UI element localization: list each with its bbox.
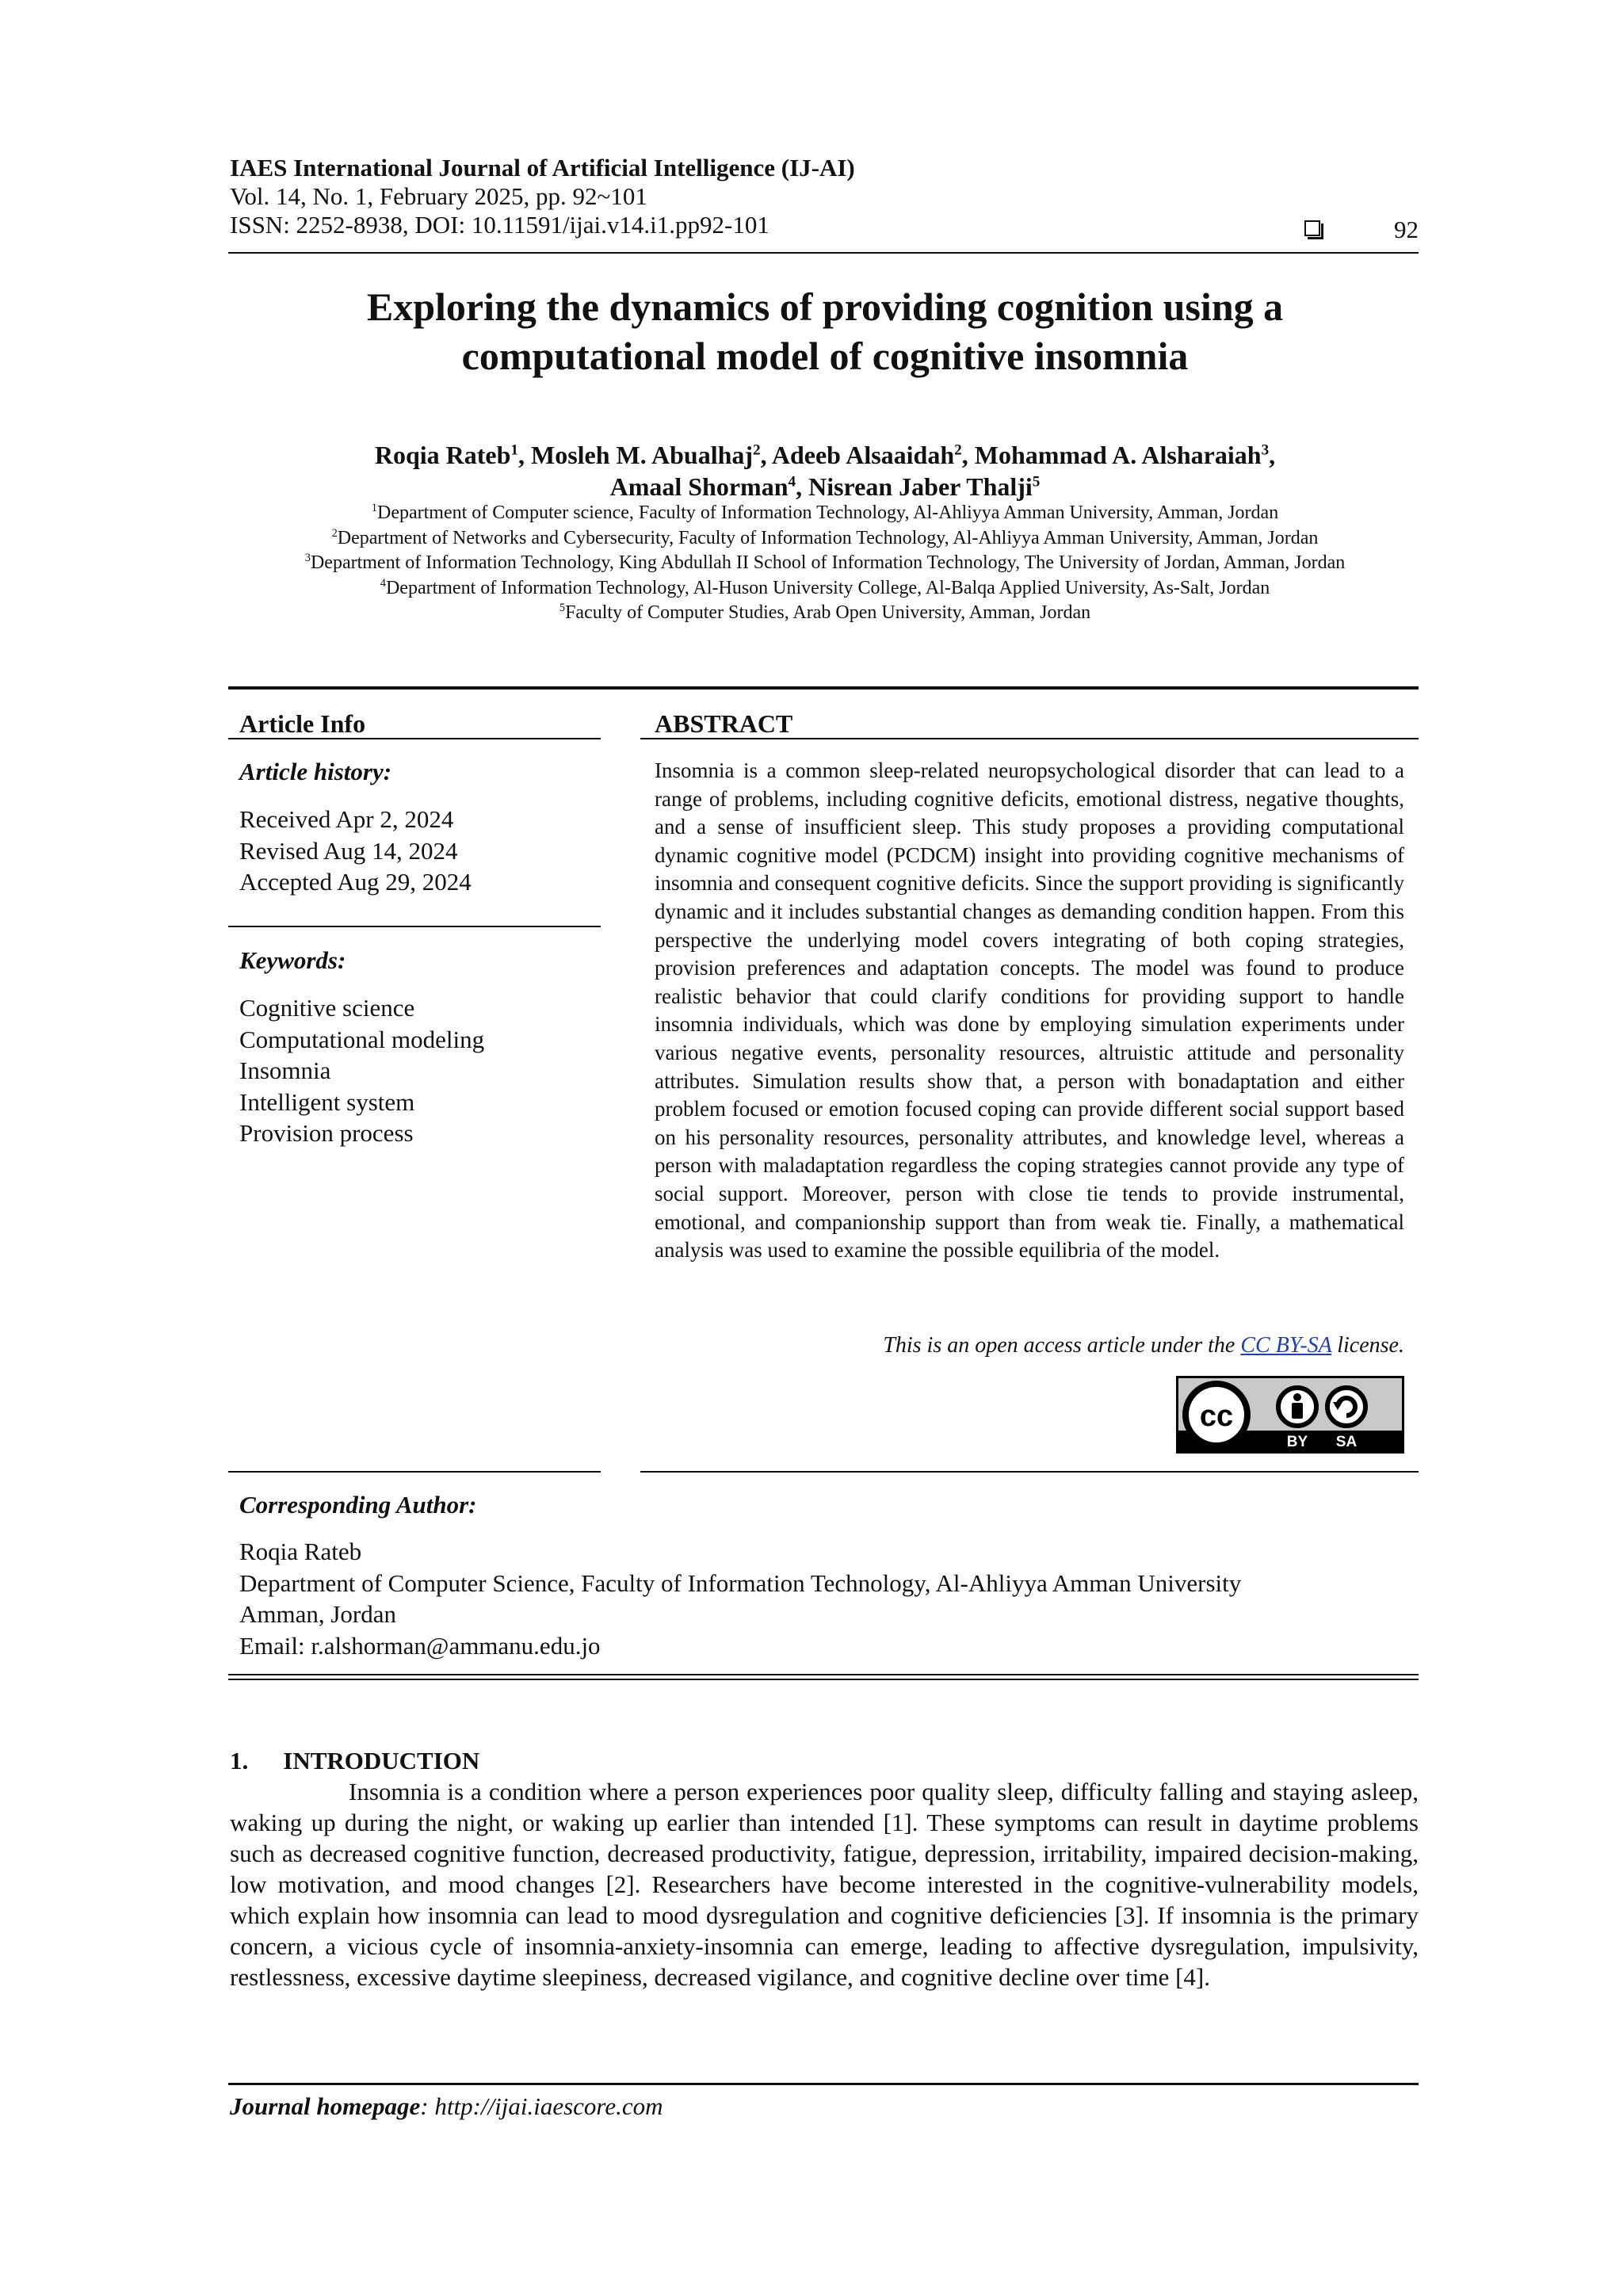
author-name: Amaal Shorman — [609, 472, 789, 501]
author-name: Nisrean Jaber Thalji — [808, 472, 1033, 501]
article-history-received: Received Apr 2, 2024 — [239, 805, 454, 833]
introduction-paragraph: Insomnia is a condition where a person experiences poor quality sleep, difficulty falling and staying asleep, waking up during the night, or waking up earlier than intended [1]. These symptoms can result in daytime problems such as decreased cognitive function, decreased productivity, fatigue, depression, irritability, impaired decision-making, low motivation, and mood changes [2]. Researchers have become interested in the cognitive-vulnerability models, which explain how insomnia can lead to mood dysregulation and cognitive deficiencies [3]. If insomnia is the primary concern, a vicious cycle of insomnia-anxiety-insomnia can emerge, leading to affective dysregulation, impulsivity, restlessness, excessive daytime sleepiness, decreased vigilance, and cognitive decline over time [4]. — [230, 1778, 1419, 1991]
corresponding-author-details — [239, 1536, 1412, 1661]
affiliation-mark: 2 — [331, 526, 338, 540]
affiliation-list — [230, 501, 1420, 626]
keyword: Computational modeling — [239, 1025, 485, 1053]
affiliation-text: Department of Information Technology, King Abdullah II School of Information Technology, The University of Jordan, Amman, Jordan — [310, 552, 1346, 573]
license-suffix: license. — [1331, 1333, 1404, 1358]
author-line-2: Amaal Shorman$^4$, Nisrean Jaber Thalji$^5$ — [609, 472, 1041, 501]
badge-by-label: BY — [1286, 1434, 1308, 1450]
cc-by-sa-link[interactable]: CC BY-SA — [1240, 1333, 1332, 1358]
affiliation-text: Department of Information Technology, Al-Huson University College, Al-Balqa Applied University, As-Salt, Jordan — [385, 577, 1270, 598]
keyword: Cognitive science — [239, 994, 415, 1022]
author-name: Roqia Rateb — [374, 441, 511, 469]
article-history-accepted: Accepted Aug 29, 2024 — [239, 868, 472, 896]
keyword: Insomnia — [239, 1056, 331, 1084]
cc-icon-text: cc — [1199, 1400, 1234, 1433]
corresponding-double-rule-top — [228, 1674, 1419, 1675]
affiliation-mark: 4 — [380, 576, 386, 590]
abstract-bottom-rule — [640, 1471, 1419, 1473]
corresponding-author-location: Amman, Jordan — [239, 1600, 397, 1628]
corresponding-double-rule-bottom — [228, 1679, 1419, 1680]
paper-title-line-2: computational model of cognitive insomnia — [461, 334, 1189, 378]
open-access-statement — [883, 1331, 1404, 1360]
corresponding-author-department: Department of Computer Science, Faculty of Information Technology, Al-Ahliyya Amman University — [239, 1568, 1242, 1597]
affiliation-mark: 5 — [559, 602, 566, 614]
license-prefix: This is an open access article under the — [883, 1333, 1241, 1358]
affiliation-text: Department of Networks and Cybersecurity, Faculty of Information Technology, Al-Ahliyya Amman University, Amman, Jordan — [337, 527, 1319, 548]
corresponding-author-block — [239, 1490, 1412, 1661]
author-list — [230, 439, 1420, 502]
affiliation — [230, 551, 1420, 576]
article-info-heading: Article Info — [239, 709, 366, 738]
sa-sharealike-icon — [1327, 1388, 1365, 1426]
square-box-icon — [1304, 220, 1320, 236]
page-number: 92 — [1394, 216, 1419, 243]
badge-sa-label: SA — [1335, 1434, 1358, 1450]
author-affiliation-mark: 2 — [954, 441, 962, 459]
article-info-bottom-rule — [228, 1471, 601, 1473]
author-affiliation-mark: 4 — [788, 473, 796, 491]
affiliation-text: Faculty of Computer Studies, Arab Open University, Amman, Jordan — [565, 602, 1091, 623]
abstract-heading: ABSTRACT — [655, 709, 793, 738]
cc-by-sa-badge[interactable] — [1176, 1376, 1404, 1454]
affiliation — [230, 501, 1420, 526]
article-info-top-rule — [228, 686, 1419, 690]
paper-title — [230, 282, 1420, 380]
author-name: Mosleh M. Abualhaj — [531, 441, 754, 469]
journal-volume: Vol. 14, No. 1, February 2025, pp. 92~101 — [230, 182, 647, 210]
journal-homepage-label: Journal homepage — [230, 2092, 421, 2120]
corresponding-author-email: Email: r.alshorman@ammanu.edu.jo — [239, 1631, 601, 1660]
paper-title-line-1: Exploring the dynamics of providing cognition using a — [366, 285, 1284, 329]
corresponding-author-name: Roqia Rateb — [239, 1538, 362, 1565]
affiliation — [230, 601, 1420, 626]
affiliation-mark: 3 — [304, 552, 311, 564]
article-history-list — [239, 804, 472, 898]
section-number: 1. — [230, 1747, 249, 1775]
header-divider — [228, 252, 1419, 254]
journal-homepage: Journal homepage: http://ijai.iaescore.com — [230, 2092, 663, 2120]
keywords-heading: Keywords: — [239, 946, 346, 974]
author-line-1: Roqia Rateb$^1$, Mosleh M. Abualhaj$^2$, Adeeb Alsaaidah$^2$, Mohammad A. Alsharaiah$^3$, — [374, 441, 1276, 469]
by-attribution-icon — [1278, 1388, 1316, 1426]
abstract-text: Insomnia is a common sleep-related neuropsychological disorder that can lead to a range of problems, including cognitive deficits, emotional distress, negative thoughts, and a sense of insufficient sleep. This study proposes a providing computational dynamic cognitive model (PCDCM) insight into providing cognitive mechanisms of insomnia and consequent cognitive deficits. Since the support providing is significantly dynamic and it includes substantial changes as demanding condition happen. From this perspective the underlying model covers integrating of both coping strategies, provision preferences and adaptation concepts. The model was found to produce realistic behavior that could clarify conditions for providing support to handle insomnia individuals, which was done by employing simulation experiments under various negative events, personality resources, altruistic attitude and personality attributes. Simulation results show that, a person with bonadaptation and either problem focused or emotion focused coping can provide different social support based on his personality resources, personality attributes, and knowledge level, whereas a person with maladaptation regardless the coping strategies cannot provide any type of social support. Moreover, person with close tie tends to provide instrumental, emotional, and companionship support than from weak tie. Finally, a mathematical analysis was used to examine the possible equilibria of the model. — [655, 758, 1404, 1263]
keywords-list — [239, 992, 484, 1149]
affiliation-mark: 1 — [371, 502, 377, 514]
affiliation-text: Department of Computer science, Faculty of Information Technology, Al-Ahliyya Amman University, Amman, Jordan — [377, 502, 1279, 523]
corresponding-author-heading: Corresponding Author: — [239, 1491, 477, 1519]
author-affiliation-mark: 1 — [510, 441, 518, 459]
author-affiliation-mark: 2 — [753, 441, 761, 459]
abstract-rule — [640, 738, 1419, 739]
affiliation — [230, 576, 1420, 602]
article-info-rule — [228, 738, 601, 739]
journal-name: IAES International Journal of Artificial Intelligence (IJ-AI) — [230, 154, 855, 181]
introduction-heading — [230, 1745, 479, 1777]
section-title: INTRODUCTION — [283, 1747, 480, 1775]
keywords-rule — [228, 926, 601, 927]
author-name: Mohammad A. Alsharaiah — [974, 441, 1262, 469]
keyword: Intelligent system — [239, 1087, 415, 1116]
journal-issn-doi: ISSN: 2252-8938, DOI: 10.11591/ijai.v14.i1.pp92-101 — [230, 211, 769, 239]
author-affiliation-mark: 5 — [1032, 473, 1041, 491]
author-name: Adeeb Alsaaidah — [771, 441, 955, 469]
cc-icon — [1186, 1384, 1247, 1446]
affiliation — [230, 526, 1420, 552]
keyword: Provision process — [239, 1119, 414, 1147]
article-history-heading: Article history: — [239, 758, 392, 785]
journal-homepage-link[interactable]: http://ijai.iaescore.com — [434, 2092, 663, 2120]
cc-badge-graphic — [1178, 1378, 1402, 1451]
article-history-revised: Revised Aug 14, 2024 — [239, 836, 458, 865]
footer-rule — [228, 2083, 1419, 2085]
author-affiliation-mark: 3 — [1261, 441, 1270, 459]
